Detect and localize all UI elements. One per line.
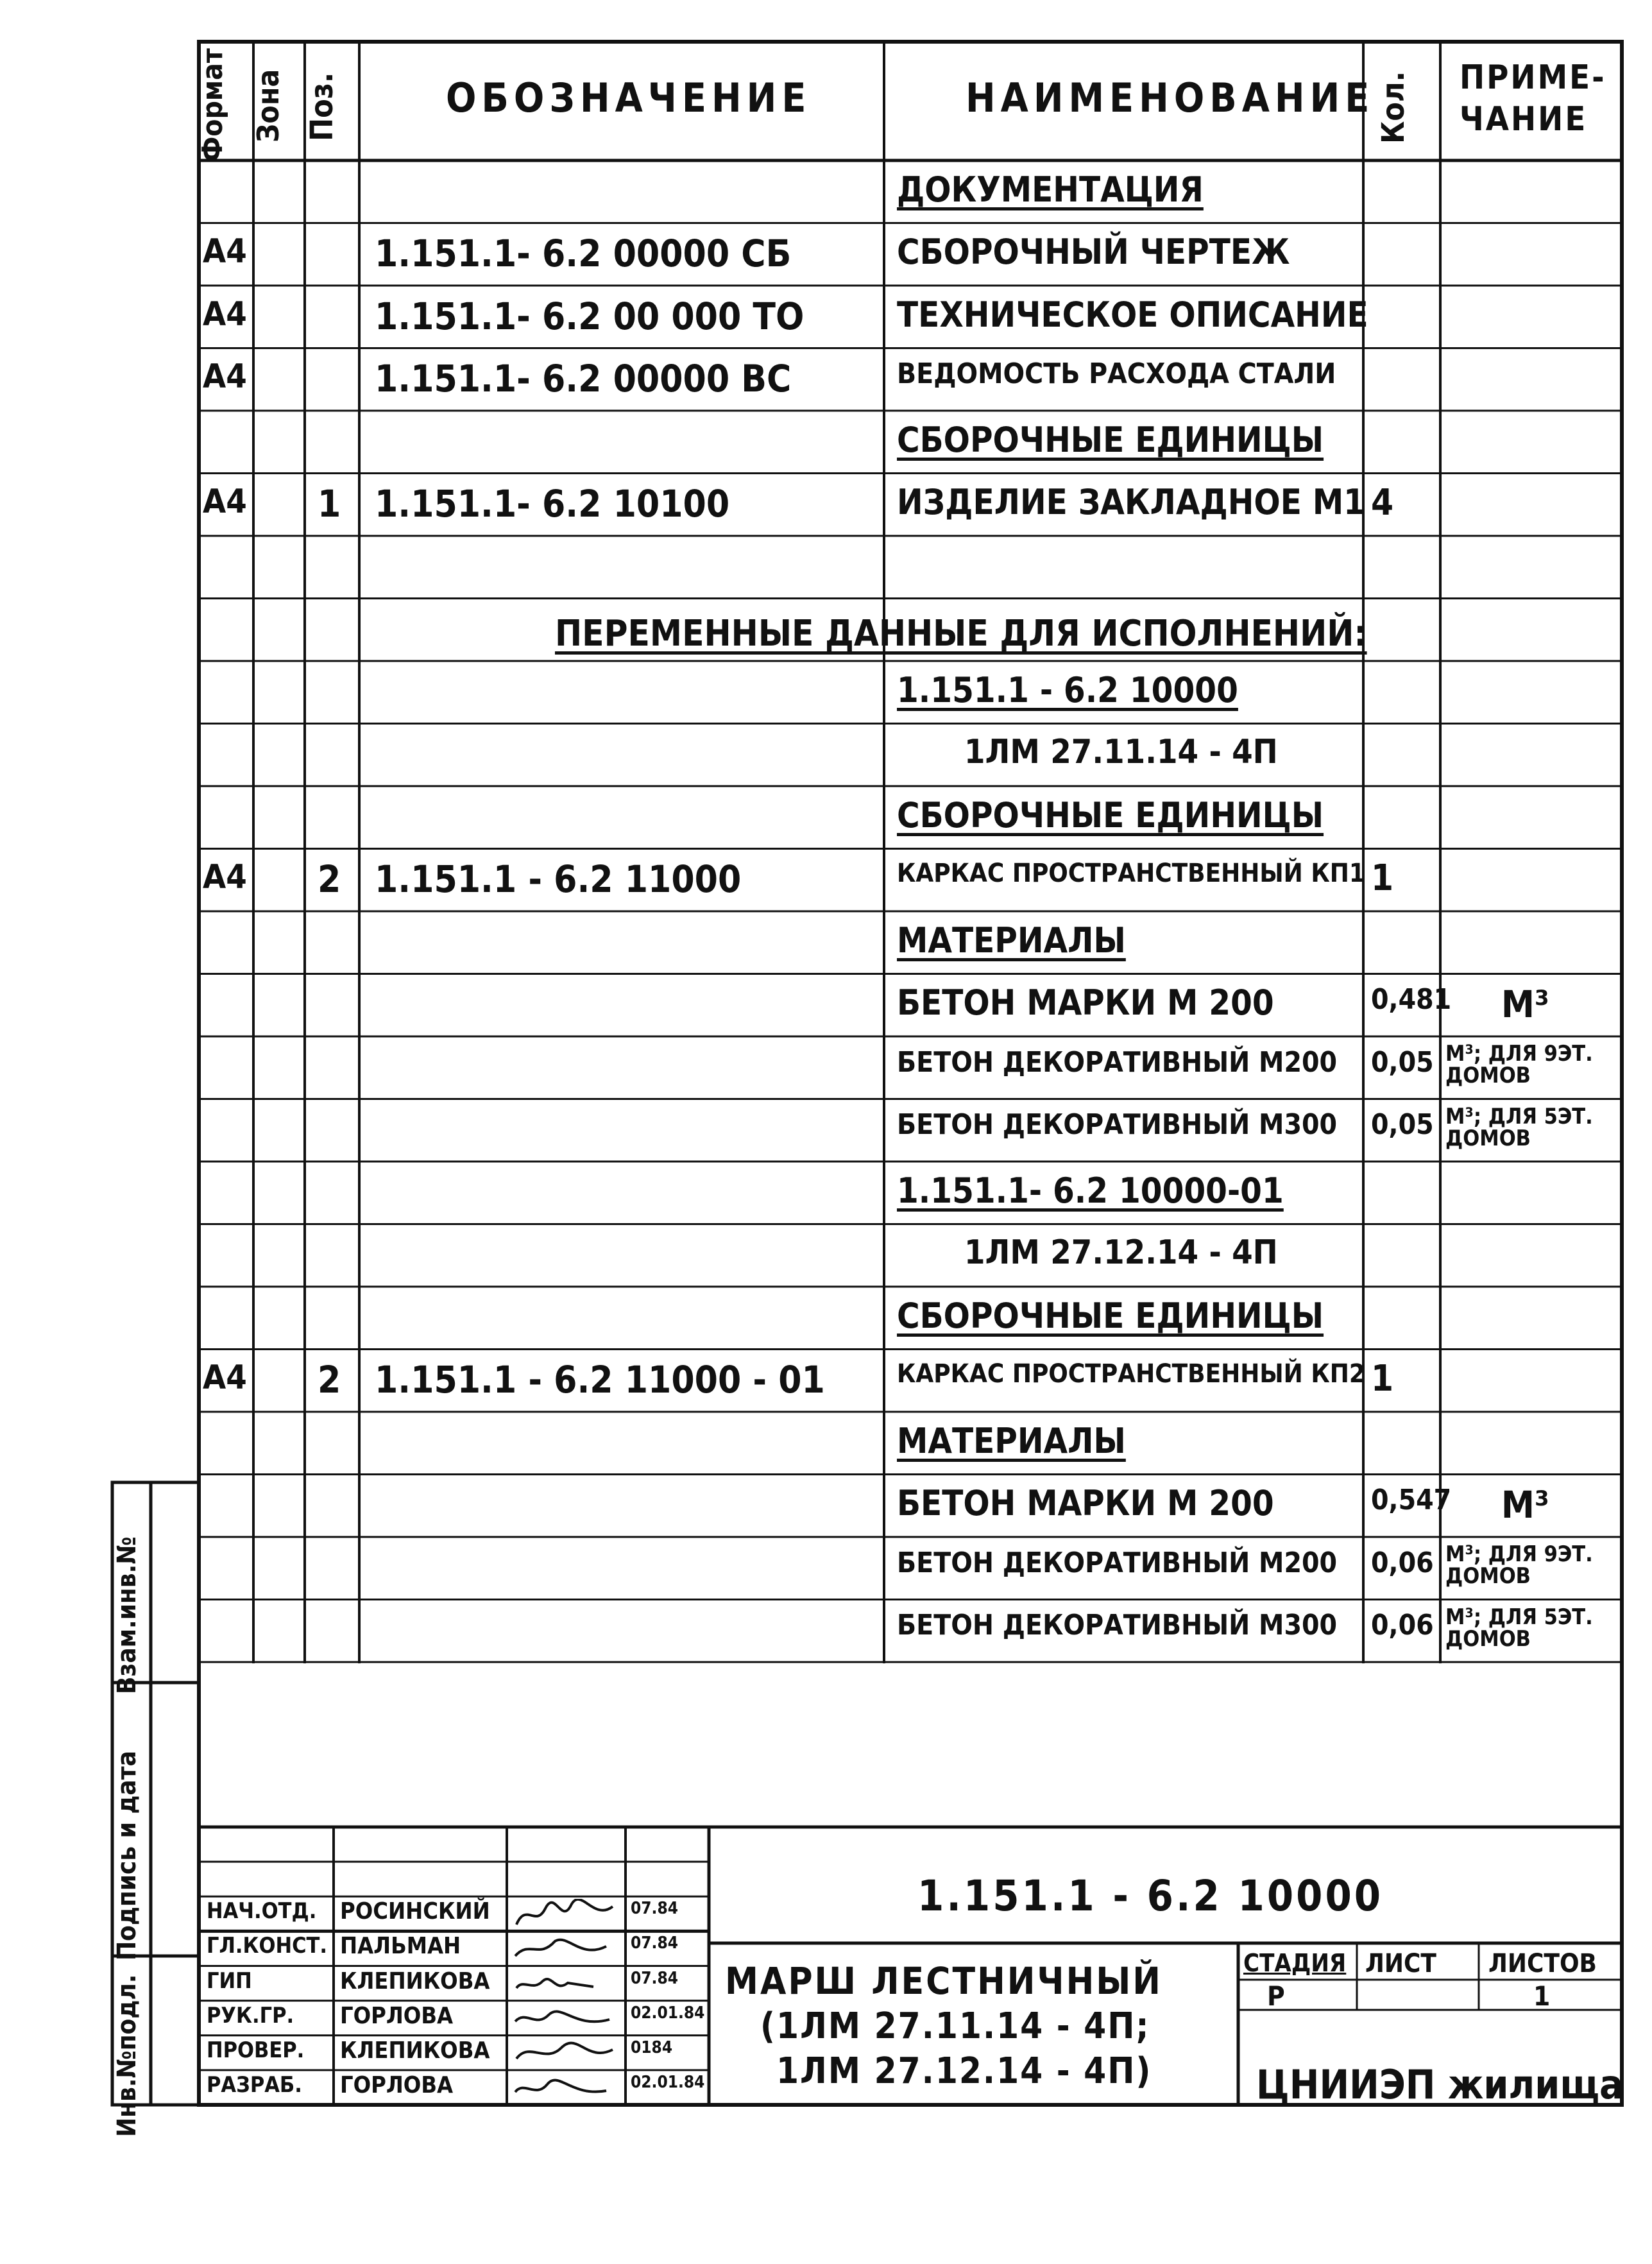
row-note: М³; ДЛЯ 9ЭТ. ДОМОВ: [1445, 1041, 1593, 1088]
signature-person: ПАЛЬМАН: [340, 1933, 461, 1960]
signature-date: 02.01.84: [631, 2072, 705, 2092]
row-note: М³; ДЛЯ 5ЭТ. ДОМОВ: [1445, 1604, 1593, 1652]
row-quantity: 0,06: [1371, 1609, 1434, 1642]
row-name: ИЗДЕЛИЕ ЗАКЛАДНОЕ М1: [897, 482, 1365, 523]
row-name: БЕТОН ДЕКОРАТИВНЫЙ М300: [897, 1108, 1338, 1142]
document-code: 1.151.1 - 6.2 10000: [917, 1871, 1384, 1921]
row-quantity: 0,547: [1371, 1484, 1452, 1517]
row-position: 1: [318, 482, 341, 526]
handwritten-signature: [510, 1934, 619, 1966]
row-note: М³: [1501, 1483, 1549, 1527]
side-label-vzam-inv: Взам.инв.№: [112, 1536, 142, 1694]
row-format: А4: [203, 232, 247, 271]
signature-date: 07.84: [631, 1934, 678, 1953]
row-designation: 1.151.1 - 6.2 11000 - 01: [375, 1358, 825, 1402]
variable-data-title: ПЕРЕМЕННЫЕ ДАННЫЕ ДЛЯ ИСПОЛНЕНИЙ:: [555, 613, 1367, 655]
row-format: А4: [203, 357, 247, 397]
row-format: А4: [203, 858, 247, 897]
row-quantity: 1: [1371, 1358, 1394, 1400]
signature-role: ПРОВЕР.: [207, 2037, 305, 2063]
document-name-line3: 1ЛМ 27.12.14 - 4П): [776, 2050, 1152, 2092]
header-position: Поз.: [304, 72, 340, 141]
row-name: 1ЛМ 27.11.14 - 4П: [964, 733, 1278, 772]
signature-role: ГЛ.КОНСТ.: [207, 1933, 328, 1959]
side-label-inv-podl: Инв.№подл.: [112, 1974, 142, 2137]
organization-name: ЦНИИЭП жилища: [1256, 2061, 1624, 2108]
row-note: М³; ДЛЯ 5ЭТ. ДОМОВ: [1445, 1103, 1593, 1151]
handwritten-signature: [510, 2073, 619, 2105]
row-designation: 1.151.1- 6.2 00000 СБ: [375, 232, 792, 276]
signature-role: НАЧ.ОТД.: [207, 1898, 317, 1925]
row-designation: 1.151.1 - 6.2 11000: [375, 857, 742, 902]
row-name: СБОРОЧНЫЕ ЕДИНИЦЫ: [897, 1295, 1324, 1336]
document-name-line2: (1ЛМ 27.11.14 - 4П;: [760, 2005, 1150, 2047]
row-quantity: 0,05: [1371, 1108, 1434, 1142]
header-zone: Зона: [251, 69, 285, 142]
signature-date: 07.84: [631, 1968, 678, 1988]
header-designation: ОБОЗНАЧЕНИЕ: [446, 74, 812, 121]
signature-person: РОСИНСКИЙ: [340, 1898, 490, 1925]
row-position: 2: [318, 857, 341, 902]
sheet-label: ЛИСТ: [1365, 1949, 1436, 1978]
row-name: 1ЛМ 27.12.14 - 4П: [964, 1233, 1278, 1273]
row-name: КАРКАС ПРОСТРАНСТВЕННЫЙ КП2: [897, 1359, 1365, 1389]
row-name: СБОРОЧНЫЕ ЕДИНИЦЫ: [897, 794, 1324, 836]
row-name: БЕТОН МАРКИ М 200: [897, 1483, 1274, 1524]
header-name: НАИМЕНОВАНИЕ: [966, 74, 1375, 121]
header-format: Формат: [196, 48, 229, 162]
signature-person: ГОРЛОВА: [340, 2071, 454, 2098]
sheets-label: ЛИСТОВ: [1488, 1949, 1597, 1978]
row-name: ВЕДОМОСТЬ РАСХОДА СТАЛИ: [897, 357, 1336, 391]
sheets-value: 1: [1533, 1980, 1551, 2012]
header-note-line2: ЧАНИЕ: [1460, 100, 1588, 139]
row-format: А4: [203, 483, 247, 522]
header-note-line1: ПРИМЕ-: [1460, 58, 1606, 97]
row-position: 2: [318, 1358, 341, 1402]
row-name: БЕТОН МАРКИ М 200: [897, 982, 1274, 1024]
signature-date: 07.84: [631, 1899, 678, 1919]
signature-role: РУК.ГР.: [207, 2002, 294, 2028]
signature-date: 0184: [631, 2037, 673, 2057]
signature-person: КЛЕПИКОВА: [340, 1968, 490, 1994]
signature-role: РАЗРАБ.: [207, 2071, 302, 2098]
document-name-line1: МАРШ ЛЕСТНИЧНЫЙ: [725, 1959, 1162, 2003]
row-quantity: 4: [1371, 482, 1394, 524]
row-designation: 1.151.1- 6.2 00 000 ТО: [375, 294, 805, 338]
row-name: БЕТОН ДЕКОРАТИВНЫЙ М200: [897, 1546, 1338, 1579]
row-name: КАРКАС ПРОСТРАНСТВЕННЫЙ КП1: [897, 859, 1365, 889]
row-quantity: 1: [1371, 857, 1394, 900]
row-name: 1.151.1- 6.2 10000-01: [897, 1170, 1284, 1211]
handwritten-signature: [510, 2003, 619, 2036]
row-name: БЕТОН ДЕКОРАТИВНЫЙ М200: [897, 1045, 1338, 1079]
signature-date: 02.01.84: [631, 2003, 705, 2023]
row-quantity: 0,06: [1371, 1546, 1434, 1579]
row-designation: 1.151.1- 6.2 10100: [375, 482, 730, 526]
header-quantity: Кол.: [1375, 71, 1411, 144]
row-note: М³: [1501, 982, 1549, 1027]
side-label-podpis-data: Подпись и дата: [112, 1751, 142, 1960]
signature-person: КЛЕПИКОВА: [340, 2037, 490, 2064]
row-format: А4: [203, 295, 247, 334]
row-designation: 1.151.1- 6.2 00000 ВС: [375, 357, 792, 401]
row-format: А4: [203, 1359, 247, 1398]
row-name: ДОКУМЕНТАЦИЯ: [897, 169, 1204, 210]
row-name: МАТЕРИАЛЫ: [897, 920, 1126, 961]
row-note: М³; ДЛЯ 9ЭТ. ДОМОВ: [1445, 1541, 1593, 1589]
row-name: БЕТОН ДЕКОРАТИВНЫЙ М300: [897, 1609, 1338, 1642]
row-name: СБОРОЧНЫЙ ЧЕРТЕЖ: [897, 232, 1290, 273]
stage-value: Р: [1267, 1980, 1285, 2012]
signature-person: ГОРЛОВА: [340, 2002, 454, 2029]
stage-label: СТАДИЯ: [1243, 1949, 1347, 1977]
handwritten-signature: [510, 1969, 619, 2001]
signature-role: ГИП: [207, 1968, 252, 1994]
row-name: СБОРОЧНЫЕ ЕДИНИЦЫ: [897, 419, 1324, 460]
handwritten-signature: [510, 2038, 619, 2070]
row-quantity: 0,481: [1371, 983, 1452, 1016]
row-name: 1.151.1 - 6.2 10000: [897, 669, 1238, 710]
row-name: МАТЕРИАЛЫ: [897, 1420, 1126, 1461]
row-name: ТЕХНИЧЕСКОЕ ОПИСАНИЕ: [897, 294, 1368, 335]
row-quantity: 0,05: [1371, 1045, 1434, 1079]
handwritten-signature: [510, 1899, 619, 1931]
